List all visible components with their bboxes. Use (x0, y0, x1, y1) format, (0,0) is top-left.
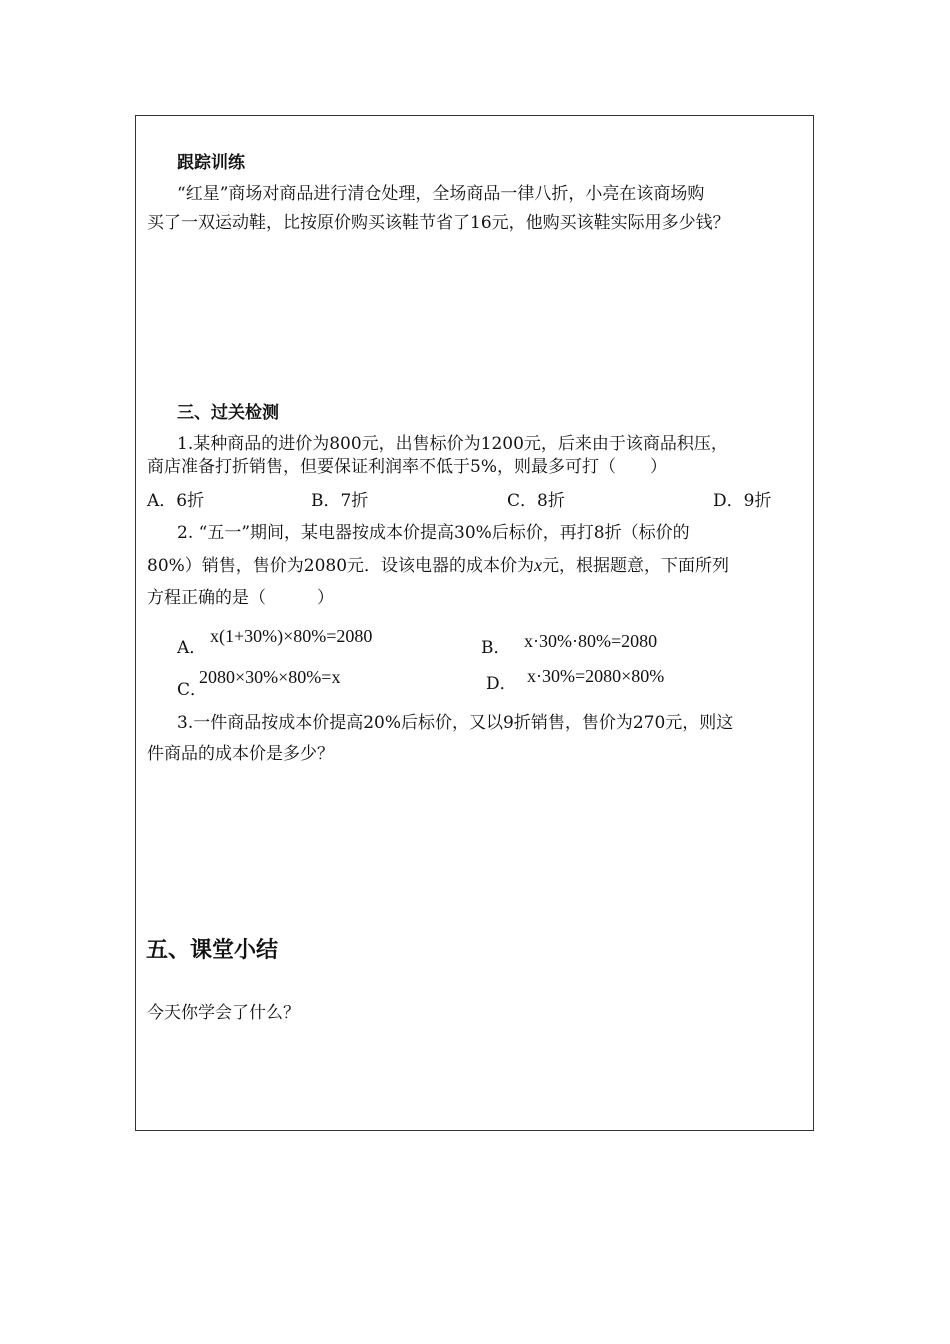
q2-option-c-expr: 2080×30%×80%=x (199, 667, 341, 687)
q2-option-d-label: D． (486, 674, 517, 694)
q1-line-2: 商店准备打折销售，但要保证利润率不低于5%，则最多可打（ ） (147, 457, 667, 477)
q2-option-b-label: B． (481, 638, 511, 658)
tracking-line-2: 买了一双运动鞋，比按原价购买该鞋节省了16元，他购买该鞋实际用多少钱？ (147, 213, 730, 233)
q2-option-b-expr: x·30%·80%=2080 (524, 631, 658, 651)
worksheet-frame (135, 115, 814, 1131)
q1-option-a: A．6折 (147, 491, 205, 511)
q1-option-d: D．9折 (713, 491, 772, 511)
q2-option-a-expr: x(1+30%)×80%=2080 (210, 626, 373, 646)
summary-prompt: 今天你学会了什么？ (147, 1003, 300, 1023)
tracking-line-1: “红星”商场对商品进行清仓处理，全场商品一律八折，小亮在该商场购 (177, 184, 705, 204)
q2-var-x: x (534, 555, 543, 575)
q2-option-a-label: A． (177, 638, 207, 658)
q3-line-1: 3.一件商品按成本价提高20%后标价，又以9折销售，售价为270元，则这 (177, 713, 734, 733)
q2-option-d-expr: x·30%=2080×80% (527, 666, 665, 686)
q2-line-2 (147, 553, 729, 578)
q2-line-2-post: 元，根据题意，下面所列 (542, 556, 730, 576)
q1-option-c: C．8折 (507, 491, 565, 511)
q2-option-c-label: C． (177, 680, 208, 700)
tracking-heading: 跟踪训练 (177, 153, 245, 173)
check-heading: 三、过关检测 (177, 403, 279, 423)
q2-line-2-pre: 80%）销售，售价为2080元．设该电器的成本价为 (147, 556, 535, 576)
q1-line-1: 1.某种商品的进价为800元，出售标价为1200元，后来由于该商品积压， (177, 434, 728, 454)
q2-line-1: 2. “五一”期间，某电器按成本价提高30%后标价，再打8折（标价的 (177, 523, 690, 543)
summary-heading: 五、课堂小结 (146, 938, 279, 963)
q3-line-2: 件商品的成本价是多少？ (147, 744, 334, 764)
q2-line-3: 方程正确的是（ ） (147, 588, 334, 608)
q1-option-b: B．7折 (311, 491, 369, 511)
